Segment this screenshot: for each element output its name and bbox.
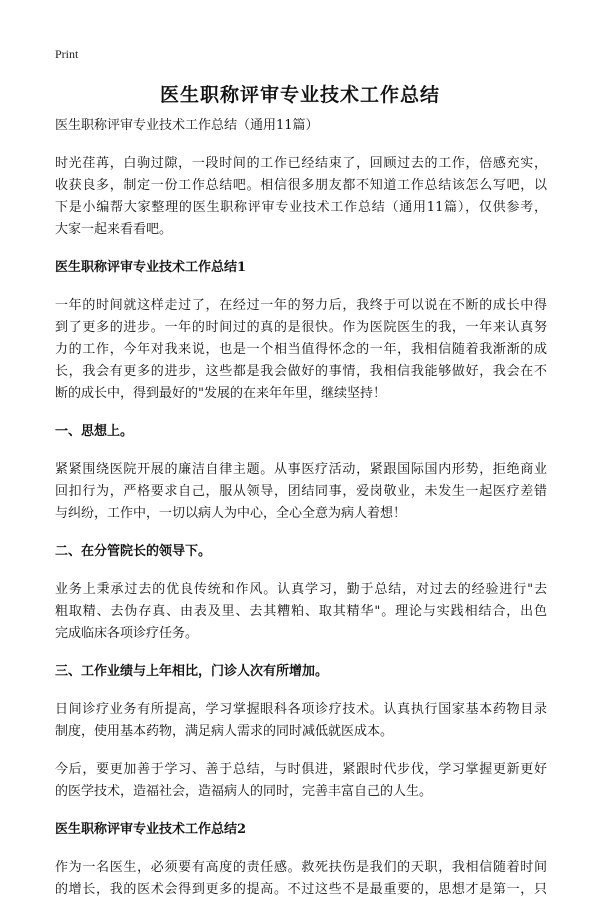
paragraph-line: 回扣行为，严格要求自己，服从领导，团结同事，爱岗敬业，未发生一起医疗差错 bbox=[55, 484, 547, 499]
section-heading-2 bbox=[55, 819, 547, 841]
paragraph-line: 大家一起来看看吧。 bbox=[55, 222, 173, 237]
paragraph-line: 收获良多，制定一份工作总结吧。相信很多朋友都不知道工作总结该怎么写吧，以 bbox=[55, 178, 547, 193]
paragraph-line: 完成临床各项诊疗任务。 bbox=[55, 626, 199, 641]
subheading-leadership bbox=[55, 541, 547, 563]
paragraph-line: 与纠纷，工作中，一切以病人为中心，全心全意为病人着想！ bbox=[55, 506, 407, 521]
performance-paragraph bbox=[55, 699, 547, 743]
paragraph-line: 今后，要更加善于学习、善于总结，与时俱进，紧跟时代步伐，学习掌握更新更好 bbox=[55, 762, 547, 777]
subheading-thought bbox=[55, 421, 547, 443]
paragraph-line: 日间诊疗业务有所提高，学习掌握眼科各项诊疗技术。认真执行国家基本药物目录 bbox=[55, 702, 547, 717]
paragraph-line: 业务上秉承过去的优良传统和作风。认真学习，勤于总结，对过去的经验进行"去 bbox=[55, 582, 547, 597]
section-1-paragraph bbox=[55, 295, 547, 405]
print-label[interactable]: Print bbox=[55, 47, 79, 61]
document-body bbox=[55, 115, 547, 917]
subtitle-line: 医生职称评审专业技术工作总结（通用11篇） bbox=[55, 118, 319, 133]
paragraph-line: 的增长，我的医术会得到更多的提高。不过这些不是最重要的，思想才是第一，只 bbox=[55, 882, 547, 897]
heading-text: 医生职称评审专业技术工作总结1 bbox=[55, 260, 247, 275]
section-heading-1 bbox=[55, 257, 547, 279]
intro-paragraph bbox=[55, 153, 547, 241]
paragraph-line: 粗取精、去伪存真、由表及里、去其糟粕、取其精华"。理论与实践相结合，出色 bbox=[55, 604, 547, 619]
paragraph-line: 断的成长中，得到最好的"发展的在来年年里，继续坚持！ bbox=[55, 386, 386, 401]
paragraph-line: 力的工作，今年对我来说，也是一个相当值得怀念的一年，我相信随着我渐渐的成 bbox=[55, 342, 547, 357]
heading-text: 二、在分管院长的领导下。 bbox=[55, 544, 212, 559]
paragraph-line: 下是小编帮大家整理的医生职称评审专业技术工作总结（通用11篇），仅供参考， bbox=[55, 200, 547, 215]
heading-text: 一、思想上。 bbox=[55, 424, 134, 439]
thought-paragraph bbox=[55, 459, 547, 525]
paragraph-line: 时光荏苒，白驹过隙，一段时间的工作已经结束了，回顾过去的工作，倍感充实， bbox=[55, 156, 547, 171]
subtitle bbox=[55, 115, 547, 137]
subheading-performance bbox=[55, 661, 547, 683]
heading-text: 医生职称评审专业技术工作总结2 bbox=[55, 822, 247, 837]
paragraph-line: 紧紧围绕医院开展的廉洁自律主题。从事医疗活动，紧跟国际国内形势，拒绝商业 bbox=[55, 462, 547, 477]
paragraph-line: 一年的时间就这样走过了，在经过一年的努力后，我终于可以说在不断的成长中得 bbox=[55, 298, 547, 313]
heading-text: 三、工作业绩与上年相比，门诊人次有所增加。 bbox=[55, 664, 329, 679]
leadership-paragraph bbox=[55, 579, 547, 645]
paragraph-line: 制度，使用基本药物，满足病人需求的同时减低就医成本。 bbox=[55, 724, 394, 739]
future-paragraph bbox=[55, 759, 547, 803]
section-2-paragraph bbox=[55, 857, 547, 901]
paragraph-line: 作为一名医生，必须要有高度的责任感。救死扶伤是我们的天职，我相信随着时间 bbox=[55, 860, 547, 875]
paragraph-line: 长，我会有更多的进步，这些都是我会做好的事情，我相信我能够做好，我会在不 bbox=[55, 364, 547, 379]
paragraph-line: 的医学技术，造福社会，造福病人的同时，完善丰富自己的人生。 bbox=[55, 784, 433, 799]
paragraph-line: 到了更多的进步。一年的时间过的真的是很快。作为医院医生的我，一年来认真努 bbox=[55, 320, 547, 335]
page-title: 医生职称评审专业技术工作总结 bbox=[159, 84, 440, 106]
